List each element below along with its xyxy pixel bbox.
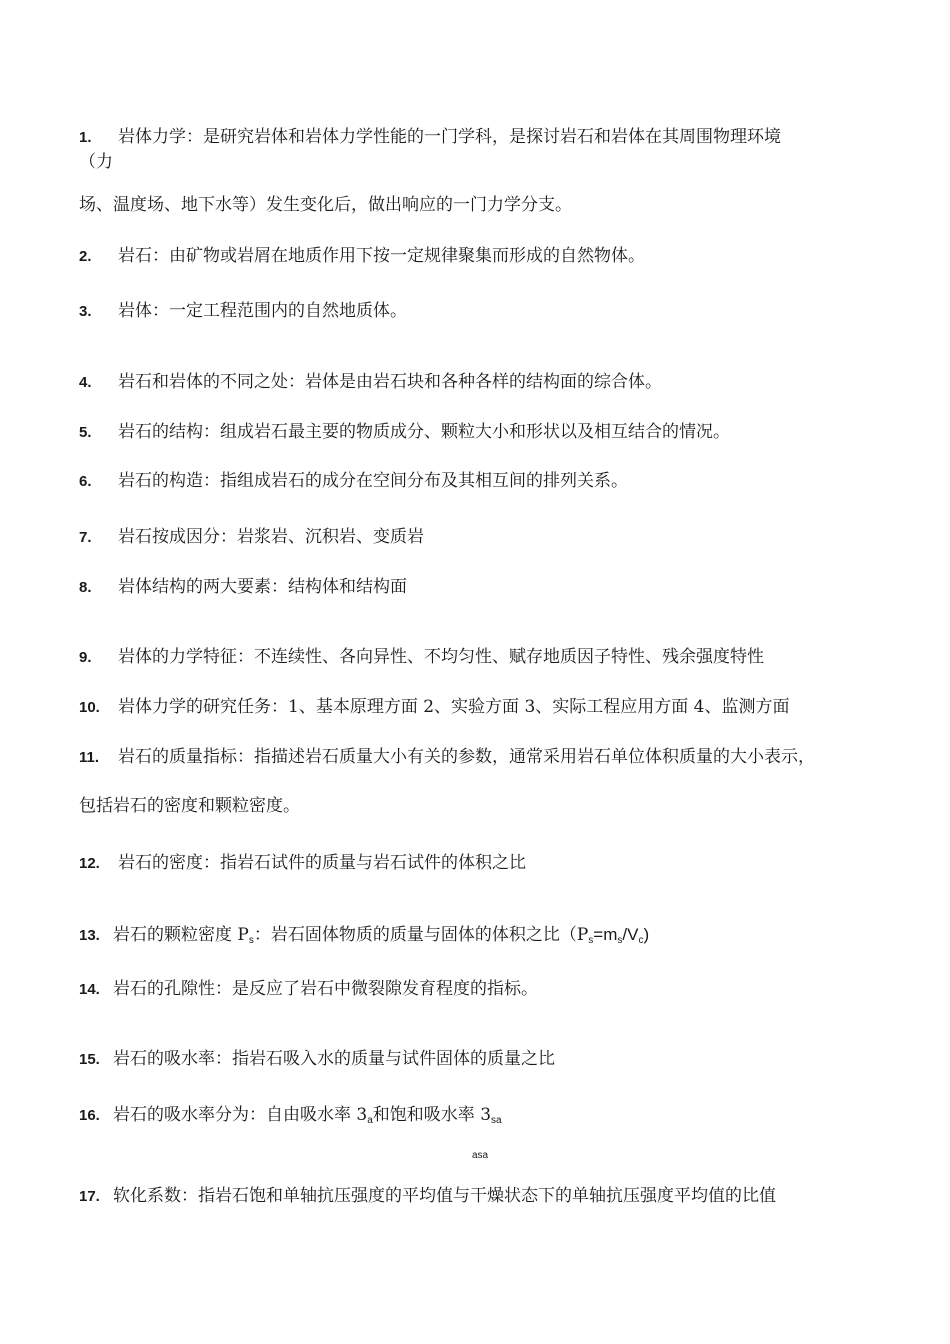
item-1-wrap <box>79 151 910 173</box>
formula-text: =m <box>593 925 618 944</box>
item-3 <box>79 300 910 323</box>
item-text: 岩石按成因分：岩浆岩、沉积岩、变质岩 <box>118 527 424 547</box>
item-5 <box>79 421 910 444</box>
item-text: 岩石的吸水率：指岩石吸入水的质量与试件固体的质量之比 <box>113 1049 555 1069</box>
item-text: 岩石的质量指标：指描述岩石质量大小有关的参数，通常采用岩石单位体积质量的大小表示， <box>118 747 815 767</box>
item-text: 岩石的吸水率分为：自由吸水率 3 <box>113 1105 368 1125</box>
item-4 <box>79 371 910 394</box>
item-1-continuation <box>79 194 910 216</box>
item-14 <box>79 978 910 1001</box>
item-text: 岩石的密度：指岩石试件的质量与岩石试件的体积之比 <box>118 853 526 873</box>
item-text: 包括岩石的密度和颗粒密度。 <box>79 796 300 816</box>
item-12 <box>79 852 910 875</box>
item-text: 岩石：由矿物或岩屑在地质作用下按一定规律聚集而形成的自然物体。 <box>118 246 645 266</box>
item-text: 岩体力学的研究任务：1、基本原理方面 2、实验方面 3、实际工程应用方面 4、监测方面 <box>118 697 790 717</box>
item-number: 4. <box>79 374 92 391</box>
item-text: 岩体力学：是研究岩体和岩体力学性能的一门学科，是探讨岩石和岩体在其周围物理环境 <box>118 127 781 147</box>
subscript: s <box>248 935 254 946</box>
item-text: 岩石的孔隙性：是反应了岩石中微裂隙发育程度的指标。 <box>113 979 538 999</box>
item-16 <box>79 1104 910 1132</box>
item-11 <box>79 746 910 769</box>
item-number: 6. <box>79 473 92 490</box>
item-11-continuation <box>79 795 910 817</box>
item-number: 5. <box>79 424 92 441</box>
subscript: s <box>588 935 594 946</box>
item-number: 7. <box>79 529 92 546</box>
item-7 <box>79 526 910 549</box>
item-number: 1. <box>79 129 92 146</box>
item-1 <box>79 126 910 149</box>
subscript: s <box>617 935 623 946</box>
subscript: a <box>367 1115 373 1126</box>
item-text: 场、温度场、地下水等）发生变化后，做出响应的一门力学分支。 <box>79 195 572 215</box>
item-number: 2. <box>79 248 92 265</box>
item-number: 14. <box>79 981 100 998</box>
item-15 <box>79 1048 910 1071</box>
item-17 <box>79 1185 910 1208</box>
item-number: 13. <box>79 927 100 944</box>
item-text: 岩体结构的两大要素：结构体和结构面 <box>118 577 407 597</box>
item-number: 15. <box>79 1051 100 1068</box>
item-6 <box>79 470 910 493</box>
item-number: 8. <box>79 579 92 596</box>
item-number: 9. <box>79 649 92 666</box>
item-10 <box>79 696 910 719</box>
item-text: 岩石和岩体的不同之处：岩体是由岩石块和各种各样的结构面的综合体。 <box>118 372 662 392</box>
item-text: （力 <box>79 152 113 172</box>
item-text: 软化系数：指岩石饱和单轴抗压强度的平均值与干燥状态下的单轴抗压强度平均值的比值 <box>113 1186 776 1206</box>
item-text: 岩体：一定工程范围内的自然地质体。 <box>118 301 407 321</box>
item-number: 17. <box>79 1188 100 1205</box>
item-text: 岩体的力学特征：不连续性、各向异性、不均匀性、赋存地质因子特性、残余强度特性 <box>118 647 764 667</box>
item-number: 16. <box>79 1107 100 1124</box>
item-number: 10. <box>79 699 100 716</box>
formula-text: /V <box>622 925 639 944</box>
item-2 <box>79 245 910 268</box>
item-number: 3. <box>79 303 92 320</box>
stray-text: asa <box>472 1150 489 1161</box>
item-13 <box>79 924 910 952</box>
item-text: ：岩石固体物质的质量与固体的体积之比（P <box>253 925 589 945</box>
item-text: 岩石的构造：指组成岩石的成分在空间分布及其相互间的排列关系。 <box>118 471 628 491</box>
item-9 <box>79 646 910 669</box>
item-number: 11. <box>79 749 100 766</box>
item-text: 和饱和吸水率 3 <box>372 1105 492 1125</box>
item-number: 12. <box>79 855 100 872</box>
item-text: 岩石的结构：组成岩石最主要的物质成分、颗粒大小和形状以及相互结合的情况。 <box>118 422 730 442</box>
subscript: sa <box>491 1115 502 1126</box>
item-text: 岩石的颗粒密度 P <box>113 925 249 945</box>
formula-text: ) <box>643 925 650 944</box>
item-8 <box>79 576 910 599</box>
subscript: c <box>638 935 644 946</box>
